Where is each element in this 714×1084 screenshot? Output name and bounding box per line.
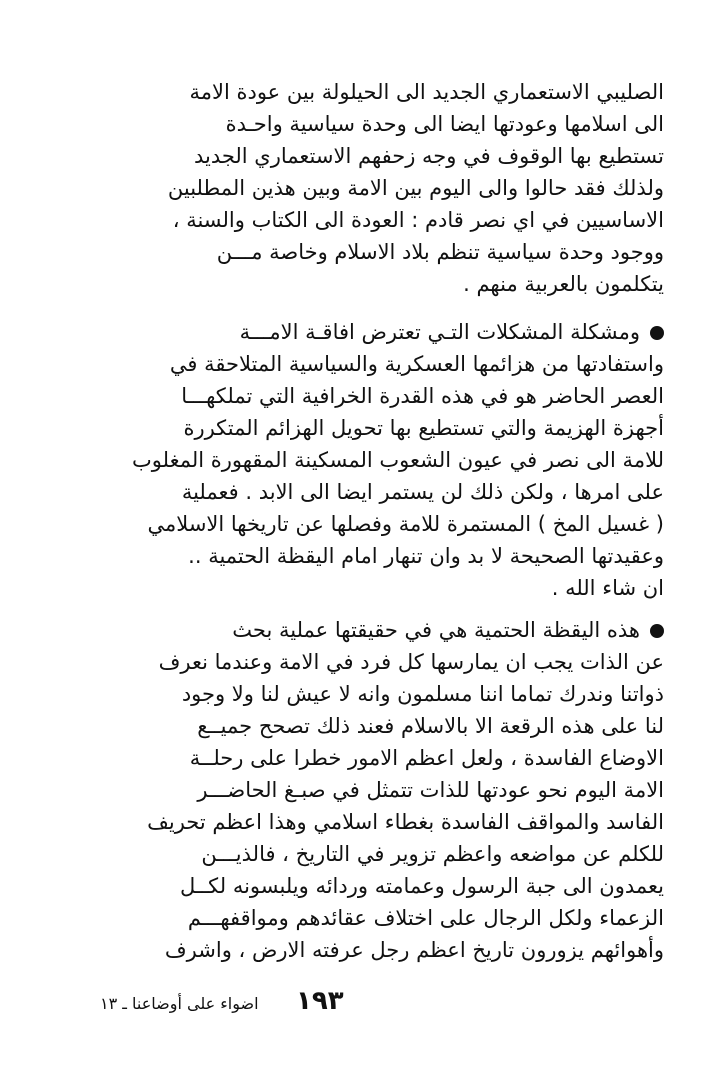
- text-line: عن الذات يجب ان يمارسها كل فرد في الامة وعندما نعرف: [158, 650, 664, 674]
- text-line: ذواتنا وندرك تماما اننا مسلمون وانه لا عيش لنا ولا وجود: [181, 682, 664, 706]
- text-line: الى اسلامها وعودتها ايضا الى وحدة سياسية واحـدة: [225, 112, 664, 136]
- text-line: يعمدون الى جبة الرسول وعمامته وردائه ويلبسونه لكــل: [179, 874, 664, 898]
- paragraph-3: [52, 614, 664, 966]
- text-line: للكلم عن مواضعه واعظم تزوير في التاريخ ، فالذيـــن: [201, 842, 664, 866]
- text-line: وأهوائهم يزورون تاريخ اعظم رجل عرفته الارض ، واشرف: [164, 938, 664, 962]
- text-line: ( غسيل المخ ) المستمرة للامة وفصلها عن تاريخها الاسلامي: [147, 512, 664, 536]
- text-line: للامة الى نصر في عيون الشعوب المسكينة المقهورة المغلوب: [132, 448, 664, 472]
- text-line: لنا على هذه الرقعة الا بالاسلام فعند ذلك تصحح جميــع: [197, 714, 664, 738]
- text-line: يتكلمون بالعربية منهم .: [463, 272, 664, 296]
- text-line: ان شاء الله .: [551, 576, 664, 600]
- bullet-dot-icon: [650, 624, 664, 638]
- text-line: أجهزة الهزيمة والتي تستطيع بها تحويل الهزائم المتكررة: [183, 416, 664, 440]
- text-line: الفاسد والمواقف الفاسدة بغطاء اسلامي وهذا اعظم تحريف: [147, 810, 664, 834]
- book-title-footer: اضواء على أوضاعنا ـ ١٣: [100, 994, 259, 1013]
- paragraph-1: [52, 76, 664, 300]
- bullet-dot-icon: [650, 326, 664, 340]
- text-line: الاوضاع الفاسدة ، ولعل اعظم الامور خطرا على رحلــة: [189, 746, 664, 770]
- text-line: على امرها ، ولكن ذلك لن يستمر ايضا الى الابد . فعملية: [181, 480, 664, 504]
- text-line: الامة اليوم نحو عودتها للذات تتمثل في صبـغ الحاضـــر: [197, 778, 664, 802]
- text-line: ولذلك فقد حالوا والى اليوم بين الامة وبين هذين المطلبين: [167, 176, 664, 200]
- text-line-first: [52, 614, 664, 646]
- text-line-first: [52, 316, 664, 348]
- paragraph-2: [52, 316, 664, 604]
- text-line: ووجود وحدة سياسية تنظم بلاد الاسلام وخاصة مـــن: [216, 240, 664, 264]
- text-line: وعقيدتها الصحيحة لا بد وان تنهار امام اليقظة الحتمية ..: [188, 544, 664, 568]
- text-line: الصليبي الاستعماري الجديد الى الحيلولة بين عودة الامة: [189, 80, 664, 104]
- text-line: واستفادتها من هزائمها العسكرية والسياسية المتلاحقة في: [169, 352, 664, 376]
- text-line: الاساسيين في اي نصر قادم : العودة الى الكتاب والسنة ،: [172, 208, 664, 232]
- text-line: العصر الحاضر هو في هذه القدرة الخرافية التي تملكهـــا: [181, 384, 664, 408]
- page-number: ١٩٣: [296, 986, 344, 1016]
- text-line: تستطيع بها الوقوف في وجه زحفهم الاستعماري الجديد: [193, 144, 664, 168]
- page-footer: [52, 986, 664, 1022]
- text-line-content: ومشكلة المشكلات التـي تعترض افاقـة الامـــة: [239, 320, 640, 344]
- text-line-content: هذه اليقظة الحتمية هي في حقيقتها عملية بحث: [232, 618, 640, 642]
- text-line: الزعماء ولكل الرجال على اختلاف عقائدهم ومواقفهـــم: [187, 906, 664, 930]
